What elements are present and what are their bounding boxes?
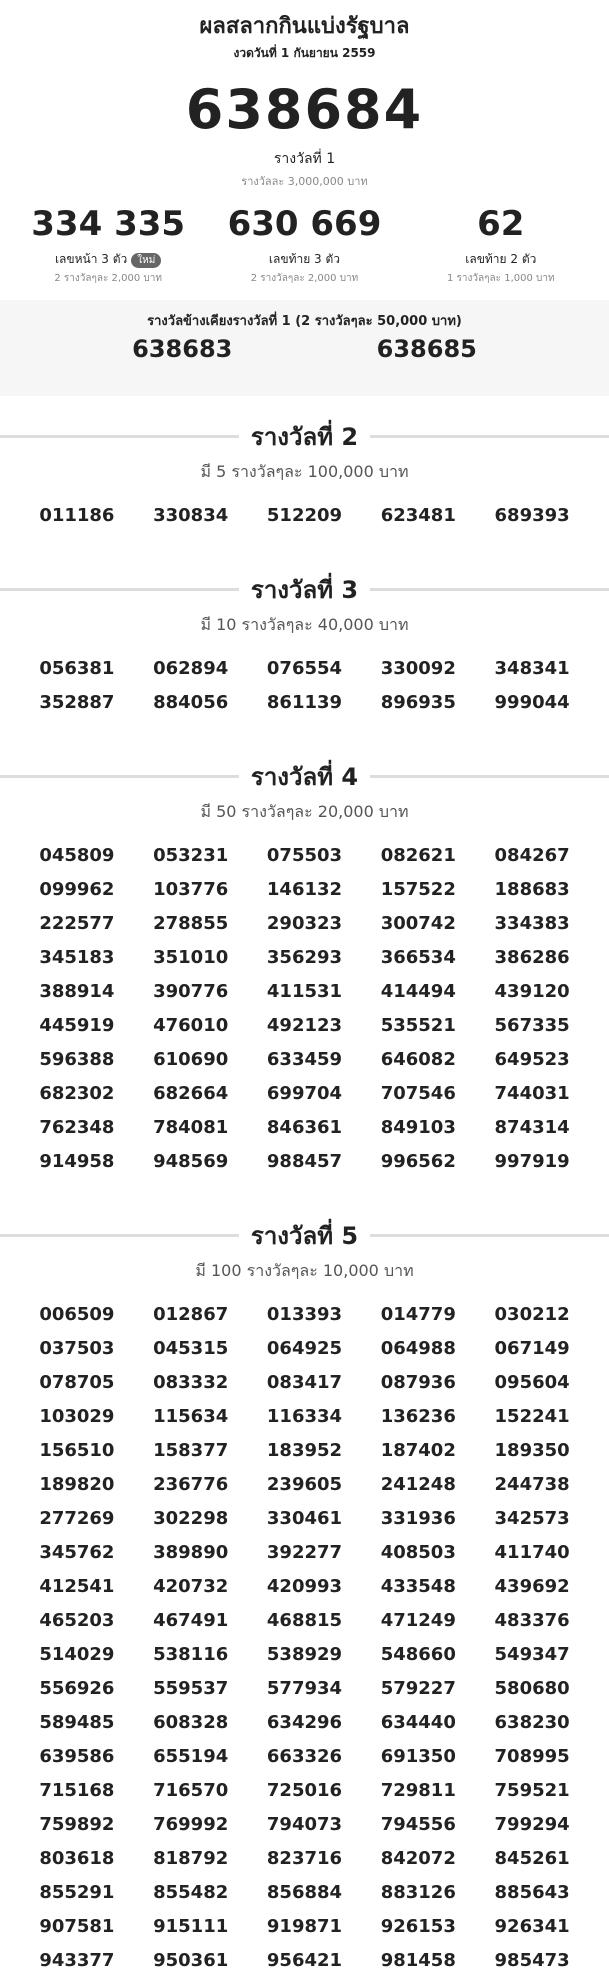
prize-number: 950361 (153, 1950, 229, 1971)
prize-number: 577934 (266, 1678, 343, 1699)
prize-number: 300742 (380, 913, 456, 934)
prize-number: 352887 (39, 692, 115, 713)
prize-number: 996562 (380, 1151, 456, 1172)
prize-number: 846361 (266, 1117, 343, 1138)
prize-number: 689393 (494, 505, 570, 526)
prize-number: 345762 (39, 1542, 115, 1563)
prize-number: 634296 (266, 1712, 343, 1733)
prize-number: 236776 (153, 1474, 229, 1495)
prize-number: 483376 (494, 1610, 570, 1631)
prize-number: 411531 (266, 981, 343, 1002)
prize-number: 351010 (153, 947, 229, 968)
first-prize-amount: รางวัลละ 3,000,000 บาท (241, 175, 368, 188)
prize-number: 222577 (39, 913, 115, 934)
prize-number: 926153 (380, 1916, 456, 1937)
prize-number: 083332 (153, 1372, 229, 1393)
prize-grid (0, 839, 609, 1179)
prize-number: 045809 (39, 845, 115, 866)
prize-number: 845261 (494, 1848, 570, 1869)
prize-number: 762348 (39, 1117, 115, 1138)
divider (0, 1234, 239, 1237)
prize-number: 794073 (266, 1814, 343, 1835)
prize-number: 492123 (266, 1015, 343, 1036)
prize-number: 390776 (153, 981, 229, 1002)
prize-number: 538929 (266, 1644, 343, 1665)
prize-title: รางวัลที่ 3 (250, 575, 359, 604)
prize-number: 099962 (39, 879, 115, 900)
prize-number: 468815 (266, 1610, 343, 1631)
divider (370, 1234, 609, 1237)
prize-number: 580680 (494, 1678, 570, 1699)
prize-number: 663326 (266, 1746, 343, 1767)
prize-number: 914958 (39, 1151, 115, 1172)
prize-number: 082621 (380, 845, 456, 866)
prize-number: 476010 (153, 1015, 229, 1036)
prize-number: 471249 (380, 1610, 456, 1631)
prize-number: 646082 (380, 1049, 456, 1070)
prize-number: 623481 (380, 505, 456, 526)
prize-number: 388914 (39, 981, 115, 1002)
prize-number: 244738 (494, 1474, 570, 1495)
prize-number: 512209 (266, 505, 343, 526)
prize-number: 366534 (380, 947, 456, 968)
prize-number: 610690 (153, 1049, 229, 1070)
prize-section (0, 756, 609, 1179)
prize-number: 818792 (153, 1848, 229, 1869)
prize-number: 392277 (266, 1542, 343, 1563)
prize-number: 030212 (494, 1304, 570, 1325)
three-front-label: เลขหน้า 3 ตัว (54, 252, 128, 266)
prize-number: 559537 (153, 1678, 229, 1699)
near-first-number: 638683 (132, 335, 233, 363)
prize-number: 277269 (39, 1508, 115, 1529)
prize-number: 915111 (153, 1916, 229, 1937)
prize-number: 803618 (39, 1848, 115, 1869)
prize-number: 136236 (380, 1406, 456, 1427)
prize-number: 445919 (39, 1015, 115, 1036)
prize-number: 146132 (266, 879, 343, 900)
prize-number: 579227 (380, 1678, 456, 1699)
prize-number: 062894 (153, 658, 229, 679)
prize-number: 855482 (153, 1882, 229, 1903)
prize-sub: มี 5 รางวัลๆละ 100,000 บาท (200, 462, 409, 481)
prize-number: 095604 (494, 1372, 570, 1393)
prize-number: 189350 (494, 1440, 570, 1461)
prize-number: 856884 (266, 1882, 343, 1903)
prize-number: 045315 (153, 1338, 229, 1359)
prize-number: 389890 (153, 1542, 229, 1563)
prize-title: รางวัลที่ 2 (250, 422, 359, 451)
prize-number: 823716 (266, 1848, 343, 1869)
prize-number: 103029 (39, 1406, 115, 1427)
prize-grid (0, 499, 609, 533)
prize-number: 707546 (380, 1083, 456, 1104)
prize-number: 075503 (266, 845, 343, 866)
prize-number: 056381 (39, 658, 115, 679)
new-badge: ใหม่ (131, 253, 161, 268)
three-back-label: เลขท้าย 3 ตัว (268, 252, 341, 266)
first-prize-label: รางวัลที่ 1 (273, 151, 336, 167)
prize-sub: มี 50 รางวัลๆละ 20,000 บาท (200, 802, 409, 821)
divider (370, 435, 609, 438)
prize-number: 331936 (380, 1508, 456, 1529)
prize-number: 919871 (266, 1916, 343, 1937)
prize-number: 759521 (494, 1780, 570, 1801)
prize-title: รางวัลที่ 5 (250, 1221, 359, 1250)
near-first-title: รางวัลข้างเคียงรางวัลที่ 1 (2 รางวัลๆละ 50,000 บาท) (147, 314, 462, 329)
first-prize-number: 638684 (185, 78, 424, 141)
prize-number: 078705 (39, 1372, 115, 1393)
prize-number: 345183 (39, 947, 115, 968)
prize-number: 157522 (380, 879, 456, 900)
prize-number: 794556 (380, 1814, 456, 1835)
prize-number: 412541 (39, 1576, 115, 1597)
prize-number: 187402 (380, 1440, 456, 1461)
prize-number: 682302 (39, 1083, 115, 1104)
prize-number: 943377 (39, 1950, 115, 1971)
prize-number: 239605 (266, 1474, 343, 1495)
prize-number: 639586 (39, 1746, 115, 1767)
three-front-sub: 2 รางวัลๆละ 2,000 บาท (54, 273, 162, 284)
prize-number: 633459 (266, 1049, 343, 1070)
prize-number: 655194 (153, 1746, 229, 1767)
prize-number: 649523 (494, 1049, 570, 1070)
prize-number: 408503 (380, 1542, 456, 1563)
prize-number: 784081 (153, 1117, 229, 1138)
prize-section (0, 416, 609, 533)
prize-number: 691350 (380, 1746, 456, 1767)
prize-number: 013393 (266, 1304, 343, 1325)
prize-grid (0, 652, 609, 720)
prize-number: 708995 (494, 1746, 570, 1767)
prize-number: 156510 (39, 1440, 115, 1461)
draw-date: งวดวันที่ 1 กันยายน 2559 (233, 46, 376, 60)
prize-number: 330834 (153, 505, 229, 526)
prize-number: 874314 (494, 1117, 570, 1138)
three-front-numbers: 334 335 (31, 204, 186, 244)
prize-number: 158377 (153, 1440, 229, 1461)
prize-number: 076554 (266, 658, 343, 679)
prize-grid (0, 1298, 609, 1978)
prize-number: 548660 (380, 1644, 456, 1665)
prize-number: 083417 (266, 1372, 343, 1393)
prize-number: 278855 (153, 913, 229, 934)
divider (0, 435, 239, 438)
prize-number: 037503 (39, 1338, 115, 1359)
divider (370, 588, 609, 591)
prize-number: 589485 (39, 1712, 115, 1733)
prize-number: 386286 (494, 947, 570, 968)
prize-number: 956421 (266, 1950, 343, 1971)
prize-sub: มี 10 รางวัลๆละ 40,000 บาท (200, 615, 409, 634)
near-first-number: 638685 (376, 335, 477, 363)
prize-number: 855291 (39, 1882, 115, 1903)
prize-number: 885643 (494, 1882, 570, 1903)
prize-number: 342573 (494, 1508, 570, 1529)
prize-number: 053231 (153, 845, 229, 866)
prize-number: 799294 (494, 1814, 570, 1835)
header (0, 0, 609, 190)
prize-number: 567335 (494, 1015, 570, 1036)
prize-number: 433548 (380, 1576, 456, 1597)
divider (370, 775, 609, 778)
prize-number: 997919 (494, 1151, 570, 1172)
prize-number: 759892 (39, 1814, 115, 1835)
prize-number: 769992 (153, 1814, 229, 1835)
prize-number: 241248 (380, 1474, 456, 1495)
prize-number: 538116 (153, 1644, 229, 1665)
prize-number: 012867 (153, 1304, 229, 1325)
prize-number: 725016 (266, 1780, 343, 1801)
prize-number: 116334 (266, 1406, 343, 1427)
prize-number: 302298 (153, 1508, 229, 1529)
prize-number: 439120 (494, 981, 570, 1002)
prize-number: 411740 (494, 1542, 570, 1563)
two-back-block (411, 204, 591, 286)
prize-number: 699704 (266, 1083, 343, 1104)
prize-number: 729811 (380, 1780, 456, 1801)
prize-number: 535521 (380, 1015, 456, 1036)
prize-title: รางวัลที่ 4 (250, 762, 359, 791)
prize-number: 103776 (153, 879, 229, 900)
prize-number: 907581 (39, 1916, 115, 1937)
prize-number: 348341 (494, 658, 570, 679)
prize-number: 188683 (494, 879, 570, 900)
prize-number: 183952 (266, 1440, 343, 1461)
divider (0, 775, 239, 778)
prize-number: 290323 (266, 913, 343, 934)
three-back-block (214, 204, 394, 286)
prize-number: 064925 (266, 1338, 343, 1359)
prize-number: 638230 (494, 1712, 570, 1733)
three-front-block (18, 204, 198, 286)
prize-number: 988457 (266, 1151, 343, 1172)
prize-number: 861139 (266, 692, 343, 713)
prize-number: 084267 (494, 845, 570, 866)
prize-number: 439692 (494, 1576, 570, 1597)
prize-number: 716570 (153, 1780, 229, 1801)
prize-number: 011186 (39, 505, 115, 526)
two-back-numbers: 62 (477, 204, 525, 244)
three-back-sub: 2 รางวัลๆละ 2,000 บาท (250, 273, 359, 284)
prize-number: 189820 (39, 1474, 115, 1495)
page-title: ผลสลากกินแบ่งรัฐบาล (199, 14, 410, 39)
prize-section (0, 1215, 609, 1978)
three-back-numbers: 630 669 (227, 204, 382, 244)
prize-number: 334383 (494, 913, 570, 934)
prize-number: 715168 (39, 1780, 115, 1801)
prize-number: 006509 (39, 1304, 115, 1325)
prize-number: 064988 (380, 1338, 456, 1359)
prize-number: 884056 (153, 692, 229, 713)
prize-number: 465203 (39, 1610, 115, 1631)
prize-number: 596388 (39, 1049, 115, 1070)
prize-number: 682664 (153, 1083, 229, 1104)
prize-number: 420732 (153, 1576, 229, 1597)
prize-number: 115634 (153, 1406, 229, 1427)
prize-number: 849103 (380, 1117, 456, 1138)
prize-number: 014779 (380, 1304, 456, 1325)
prize-number: 420993 (266, 1576, 343, 1597)
prize-number: 087936 (380, 1372, 456, 1393)
small-prizes (0, 204, 609, 286)
prize-number: 999044 (494, 692, 570, 713)
prize-number: 981458 (380, 1950, 456, 1971)
prize-number: 330092 (380, 658, 456, 679)
prize-number: 556926 (39, 1678, 115, 1699)
prize-number: 985473 (494, 1950, 570, 1971)
prize-number: 514029 (39, 1644, 115, 1665)
prize-number: 926341 (494, 1916, 570, 1937)
two-back-sub: 1 รางวัลๆละ 1,000 บาท (447, 273, 555, 284)
prize-number: 608328 (153, 1712, 229, 1733)
prize-number: 330461 (266, 1508, 343, 1529)
two-back-label: เลขท้าย 2 ตัว (465, 252, 537, 266)
prize-number: 744031 (494, 1083, 570, 1104)
prize-number: 467491 (153, 1610, 229, 1631)
prize-number: 634440 (380, 1712, 456, 1733)
prize-number: 356293 (266, 947, 343, 968)
prize-number: 414494 (380, 981, 456, 1002)
prize-number: 842072 (380, 1848, 456, 1869)
divider (0, 588, 239, 591)
prize-number: 948569 (153, 1151, 229, 1172)
prize-number: 152241 (494, 1406, 570, 1427)
prize-number: 896935 (380, 692, 456, 713)
prize-section (0, 569, 609, 720)
prize-sub: มี 100 รางวัลๆละ 10,000 บาท (195, 1261, 414, 1280)
near-first-section (0, 300, 609, 396)
prize-number: 883126 (380, 1882, 456, 1903)
prize-number: 067149 (494, 1338, 570, 1359)
prize-number: 549347 (494, 1644, 570, 1665)
